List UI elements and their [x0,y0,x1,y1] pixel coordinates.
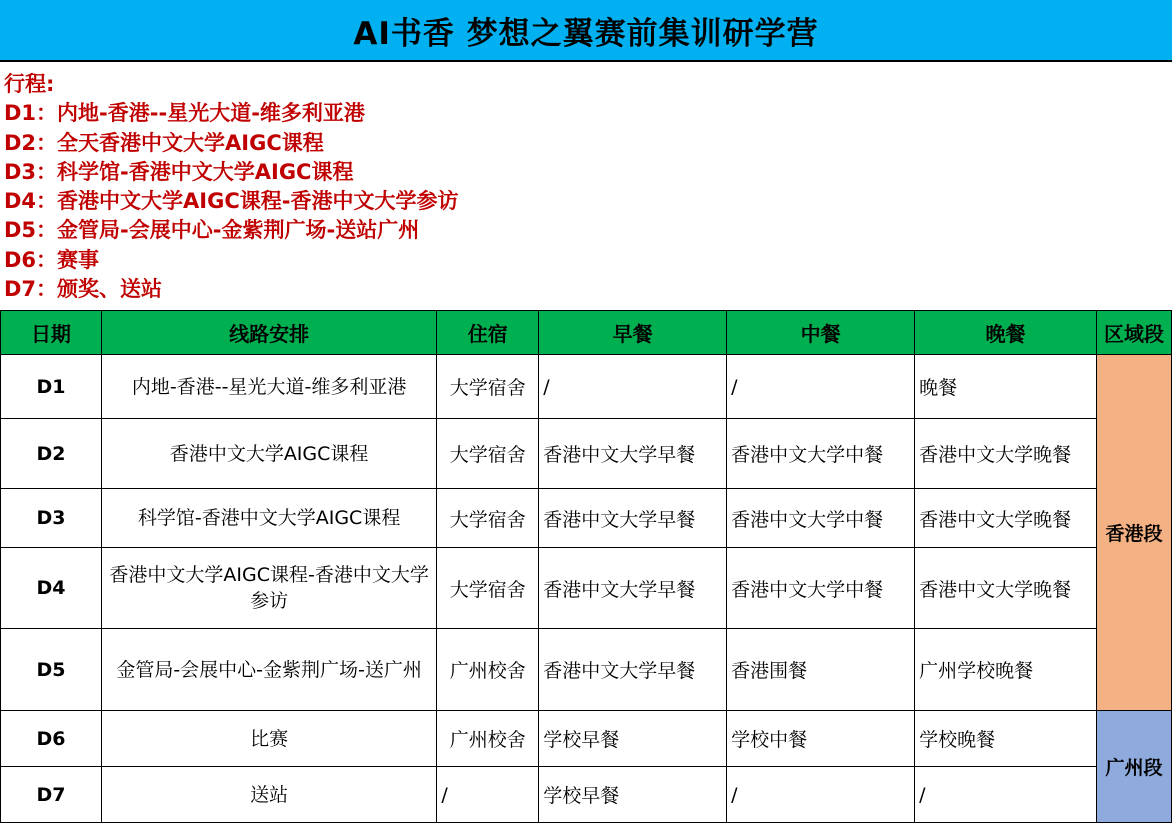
header-date: 日期 [1,311,102,355]
table-row [1,489,1172,548]
dinner-cell: 晚餐 [915,355,1097,419]
table-row [1,355,1172,419]
day-cell: D2 [1,419,102,489]
table-header-row [1,311,1172,355]
route-cell: 送站 [101,767,436,823]
stay-cell: 大学宿舍 [437,419,539,489]
breakfast-cell: 学校早餐 [539,711,727,767]
table-row [1,629,1172,711]
table-row [1,711,1172,767]
breakfast-cell: 香港中文大学早餐 [539,629,727,711]
route-cell: 香港中文大学AIGC课程-香港中文大学参访 [101,548,436,629]
table-row [1,767,1172,823]
stay-cell: 广州校舍 [437,629,539,711]
lunch-cell: 香港中文大学中餐 [727,548,915,629]
day-cell: D7 [1,767,102,823]
dinner-cell: 广州学校晚餐 [915,629,1097,711]
breakfast-cell: 香港中文大学早餐 [539,548,727,629]
itinerary-line: D3：科学馆-香港中文大学AIGC课程 [4,159,354,184]
lunch-cell: / [727,355,915,419]
dinner-cell: 香港中文大学晚餐 [915,548,1097,629]
route-cell: 比赛 [101,711,436,767]
region-cell-hk: 香港段 [1097,355,1172,711]
day-cell: D1 [1,355,102,419]
route-cell: 内地-香港--星光大道-维多利亚港 [101,355,436,419]
day-cell: D3 [1,489,102,548]
breakfast-cell: 香港中文大学早餐 [539,489,727,548]
route-cell: 科学馆-香港中文大学AIGC课程 [101,489,436,548]
dinner-cell: 学校晚餐 [915,711,1097,767]
itinerary-line: D4：香港中文大学AIGC课程-香港中文大学参访 [4,189,459,214]
day-cell: D5 [1,629,102,711]
lunch-cell: 香港中文大学中餐 [727,489,915,548]
breakfast-cell: 学校早餐 [539,767,727,823]
itinerary-line: D6：赛事 [4,247,100,272]
table-row [1,419,1172,489]
region-cell-gz: 广州段 [1097,711,1172,823]
header-breakfast: 早餐 [539,311,727,355]
itinerary-line: D5：金管局-会展中心-金紫荆广场-送站广州 [4,218,420,243]
header-dinner: 晚餐 [915,311,1097,355]
dinner-cell: 香港中文大学晚餐 [915,419,1097,489]
breakfast-cell: / [539,355,727,419]
header-stay: 住宿 [437,311,539,355]
stay-cell: 大学宿舍 [437,489,539,548]
header-route: 线路安排 [101,311,436,355]
stay-cell: / [437,767,539,823]
header-lunch: 中餐 [727,311,915,355]
itinerary-line: D2：全天香港中文大学AIGC课程 [4,130,324,155]
dinner-cell: 香港中文大学晚餐 [915,489,1097,548]
itinerary-line: D7：颁奖、送站 [4,277,163,302]
day-cell: D6 [1,711,102,767]
page-title: AI书香 梦想之翼赛前集训研学营 [0,0,1172,62]
itinerary-line: D1：内地-香港--星光大道-维多利亚港 [4,101,365,126]
day-cell: D4 [1,548,102,629]
table-row [1,548,1172,629]
stay-cell: 广州校舍 [437,711,539,767]
stay-cell: 大学宿舍 [437,548,539,629]
schedule-table [0,310,1172,823]
header-region: 区域段 [1097,311,1172,355]
itinerary-section [4,70,904,304]
lunch-cell: 学校中餐 [727,711,915,767]
dinner-cell: / [915,767,1097,823]
lunch-cell: / [727,767,915,823]
route-cell: 香港中文大学AIGC课程 [101,419,436,489]
route-cell: 金管局-会展中心-金紫荆广场-送广州 [101,629,436,711]
lunch-cell: 香港围餐 [727,629,915,711]
stay-cell: 大学宿舍 [437,355,539,419]
breakfast-cell: 香港中文大学早餐 [539,419,727,489]
itinerary-heading: 行程: [4,72,55,96]
lunch-cell: 香港中文大学中餐 [727,419,915,489]
